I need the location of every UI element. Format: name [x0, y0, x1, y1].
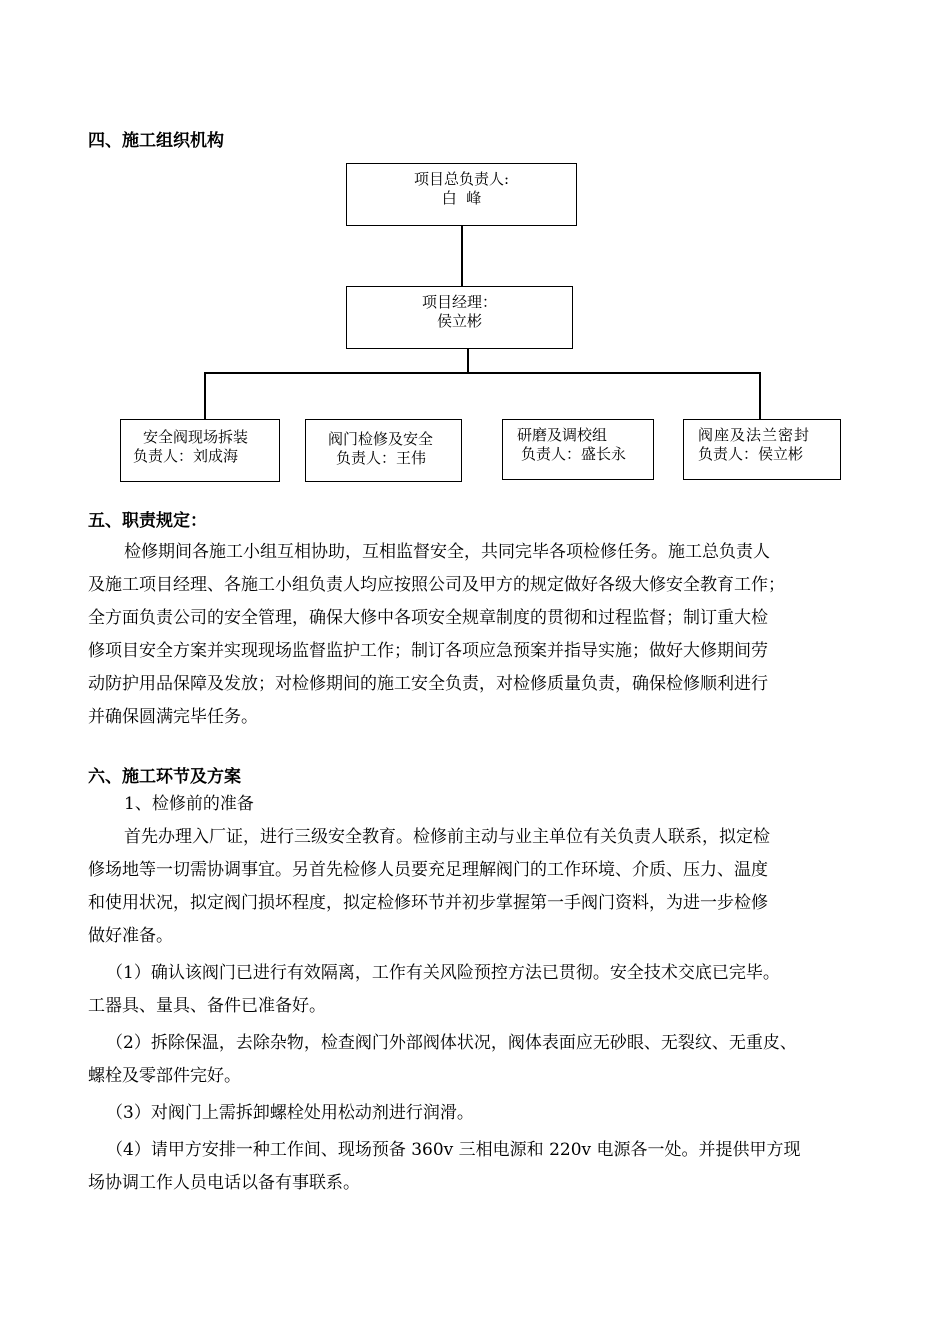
org-group-box-2	[305, 419, 462, 482]
s6-subheading-1: 1、检修前的准备	[124, 794, 254, 814]
org-manager-title: 项目经理：	[421, 293, 497, 311]
org-group-1-line2: 负责人：刘成海	[133, 447, 239, 465]
section-5-body	[88, 536, 878, 734]
org-box-manager	[346, 286, 573, 349]
s6-p1-line-2: 修场地等一切需协调事宜。另首先检修人员要充足理解阀门的工作环境、介质、压力、温度	[88, 860, 768, 880]
s6-item-2-line-2: 螺栓及零部件完好。	[88, 1066, 241, 1086]
org-group-1-line1: 安全阀现场拆装	[143, 428, 249, 446]
org-group-4-line1: 阀座及法兰密封	[698, 426, 811, 444]
s5-line-1: 检修期间各施工小组互相协助，互相监督安全，共同完毕各项检修任务。施工总负责人	[124, 542, 770, 562]
s5-line-6: 并确保圆满完毕任务。	[88, 707, 258, 727]
org-manager-name: 侯立彬	[436, 312, 482, 330]
s6-item-1-line-1: （1）确认该阀门已进行有效隔离，工作有关风险预控方法已贯彻。安全技术交底已完毕。	[106, 963, 780, 983]
connector-drop-4	[759, 372, 761, 419]
org-top-name: 白 峰	[441, 189, 482, 207]
org-group-box-1	[120, 419, 280, 482]
s6-p1-line-1: 首先办理入厂证，进行三级安全教育。检修前主动与业主单位有关负责人联系，拟定检	[124, 827, 770, 847]
section-5-title: 五、职责规定：	[88, 511, 207, 531]
s6-item-1-line-2: 工器具、量具、备件已准备好。	[88, 996, 326, 1016]
s6-item-4-line-2: 场协调工作人员电话以备有事联系。	[88, 1173, 360, 1193]
org-group-box-3	[502, 419, 654, 480]
connector-drop-1	[204, 372, 206, 419]
s6-item-3-line-1: （3）对阀门上需拆卸螺栓处用松动剂进行润滑。	[106, 1103, 474, 1123]
s5-line-4: 修项目安全方案并实现现场监督监护工作；制订各项应急预案并指导实施；做好大修期间劳	[88, 641, 768, 661]
section-6-body	[88, 788, 878, 1200]
s6-p1-line-3: 和使用状况，拟定阀门损坏程度，拟定检修环节并初步掌握第一手阀门资料，为进一步检修	[88, 893, 768, 913]
org-group-3-line1: 研磨及调校组	[517, 426, 608, 444]
s6-item-4-line-1: （4）请甲方安排一种工作间、现场预备 360v 三相电源和 220v 电源各一处。并提供甲方现	[106, 1140, 801, 1160]
s6-item-2-line-1: （2）拆除保温，去除杂物，检查阀门外部阀体状况，阀体表面应无砂眼、无裂纹、无重皮、	[106, 1033, 797, 1053]
section-4-title: 四、施工组织机构	[88, 131, 224, 151]
org-group-4-line2: 负责人：侯立彬	[698, 445, 804, 463]
org-box-top	[346, 163, 577, 226]
org-group-2-line1: 阀门检修及安全	[328, 430, 434, 448]
s5-line-5: 动防护用品保障及发放；对检修期间的施工安全负责，对检修质量负责，确保检修顺利进行	[88, 674, 768, 694]
connector-top-manager	[461, 226, 463, 286]
org-top-title: 项目总负责人:	[413, 170, 510, 188]
s5-line-2: 及施工项目经理、各施工小组负责人均应按照公司及甲方的规定做好各级大修安全教育工作；	[88, 575, 785, 595]
connector-manager-bus	[467, 349, 469, 373]
section-6-title: 六、施工环节及方案	[88, 767, 241, 787]
org-group-box-4	[683, 419, 841, 480]
s6-p1-line-4: 做好准备。	[88, 926, 173, 946]
org-group-2-line2: 负责人：王伟	[336, 449, 427, 467]
s5-line-3: 全方面负责公司的安全管理，确保大修中各项安全规章制度的贯彻和过程监督；制订重大检	[88, 608, 768, 628]
connector-bus	[204, 372, 760, 374]
org-group-3-line2: 负责人：盛长永	[521, 445, 627, 463]
